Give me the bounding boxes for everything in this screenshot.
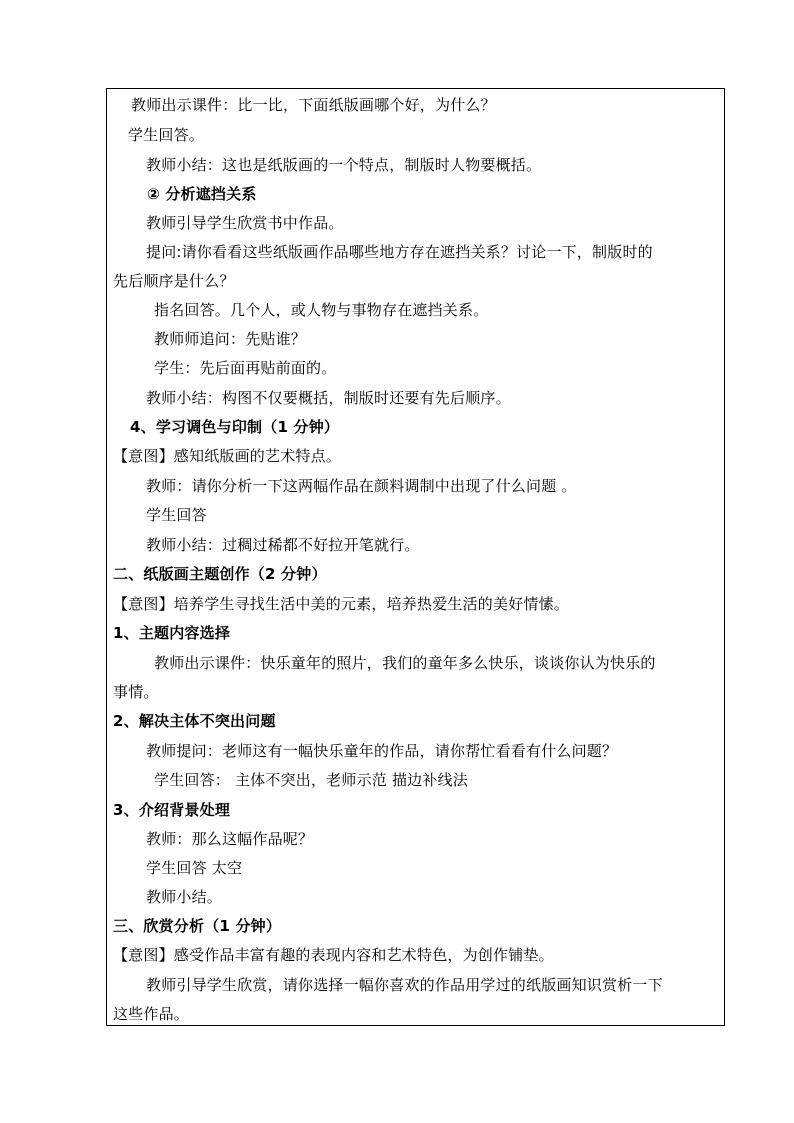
section-heading: 4、学习调色与印制（1 分钟） xyxy=(130,418,340,436)
text-line: 这些作品。 xyxy=(113,1005,190,1023)
text-line: 教师师追问：先贴谁？ xyxy=(154,330,307,348)
text-line: 教师引导学生欣赏，请你选择一幅你喜欢的作品用学过的纸版画知识赏析一下 xyxy=(146,976,663,994)
section-heading: 二、纸版画主题创作（2 分钟） xyxy=(113,565,327,583)
section-heading: 1、主题内容选择 xyxy=(113,624,231,642)
intent-line: 【意图】感知纸版画的艺术特点。 xyxy=(113,447,342,465)
text-line: 教师引导学生欣赏书中作品。 xyxy=(146,214,344,232)
section-heading: 3、介绍背景处理 xyxy=(113,801,231,819)
intent-line: 【意图】培养学生寻找生活中美的元素，培养热爱生活的美好情愫。 xyxy=(113,595,570,613)
text-line: 教师小结：构图不仅要概括，制版时还要有先后顺序。 xyxy=(146,389,511,407)
text-line: 事情。 xyxy=(113,683,159,701)
text-line: 先后顺序是什么？ xyxy=(113,272,235,290)
text-line: 学生回答 xyxy=(146,506,207,524)
text-line: 教师小结。 xyxy=(146,888,223,906)
text-line: 指名回答。几个人，或人物与事物存在遮挡关系。 xyxy=(154,301,489,319)
text-line: 教师小结：过稠过稀都不好拉开笔就行。 xyxy=(146,536,420,554)
text-line: 提问:请你看看这些纸版画作品哪些地方存在遮挡关系？讨论一下，制版时的 xyxy=(146,243,653,261)
section-heading: ② 分析遮挡关系 xyxy=(147,185,257,203)
text-line: 教师提问：老师这有一幅快乐童年的作品，请你帮忙看看有什么问题？ xyxy=(146,742,618,760)
text-line: 教师：请你分析一下这两幅作品在颜料调制中出现了什么问题 。 xyxy=(146,477,577,495)
text-line: 教师出示课件：快乐童年的照片，我们的童年多么快乐，谈谈你认为快乐的 xyxy=(154,654,656,672)
intent-line: 【意图】感受作品丰富有趣的表现内容和艺术特色，为创作铺垫。 xyxy=(113,946,554,964)
text-line: 学生：先后面再贴前面的。 xyxy=(154,359,337,377)
text-line: 教师：那么这幅作品呢？ xyxy=(146,830,314,848)
text-line: 教师出示课件：比一比，下面纸版画哪个好，为什么？ xyxy=(131,96,496,114)
section-heading: 三、欣赏分析（1 分钟） xyxy=(113,917,282,935)
text-line: 学生回答： 主体不突出，老师示范 描边补线法 xyxy=(154,771,468,789)
text-line: 教师小结：这也是纸版画的一个特点，制版时人物要概括。 xyxy=(146,156,542,174)
text-line: 学生回答。 xyxy=(128,126,205,144)
text-line: 学生回答 太空 xyxy=(146,859,243,877)
section-heading: 2、解决主体不突出问题 xyxy=(113,712,276,730)
